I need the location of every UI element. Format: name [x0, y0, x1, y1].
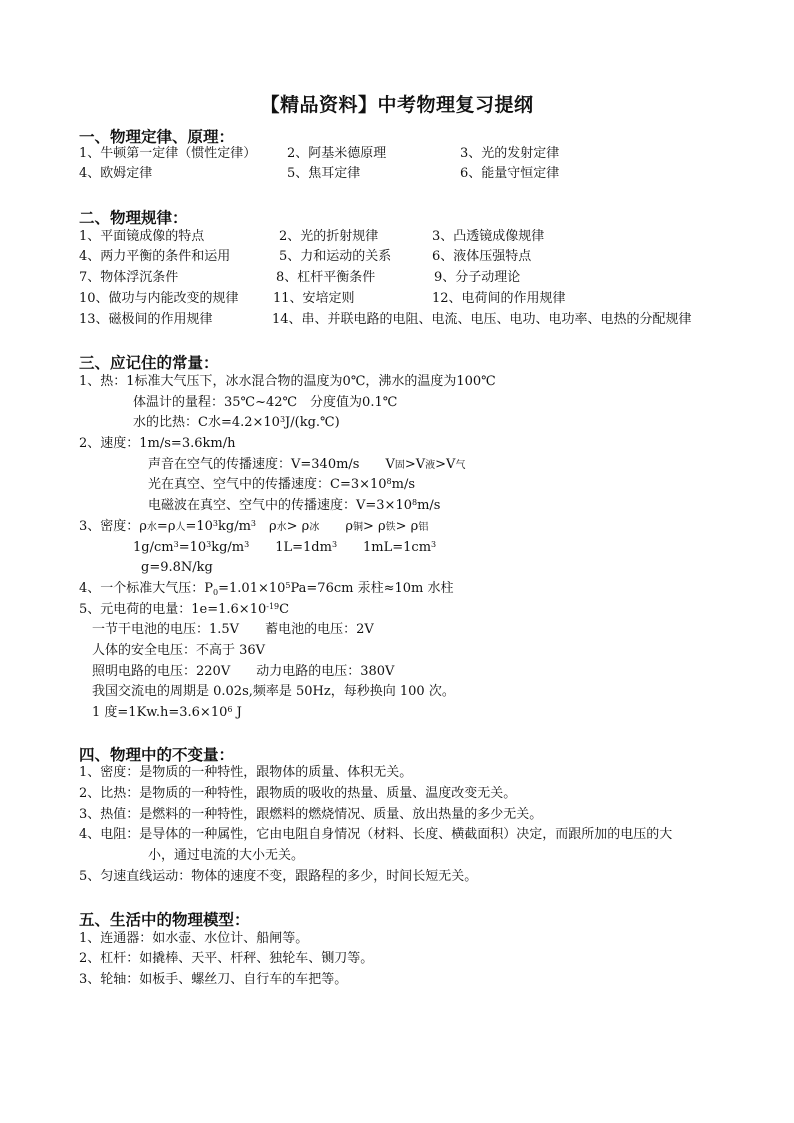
- list-item: 5、焦耳定律: [287, 166, 361, 181]
- list-item: 13、磁极间的作用规律: [79, 312, 213, 327]
- list-item: 10、做功与内能改变的规律: [79, 291, 239, 306]
- constant-line: 照明电路的电压：220V 动力电路的电压：380V: [92, 664, 395, 679]
- list-item: 1、平面镜成像的特点: [79, 229, 205, 244]
- constant-line: 我国交流电的周期是 0.02s,频率是 50Hz，每秒换向 100 次。: [92, 684, 455, 699]
- list-item: 6、能量守恒定律: [460, 166, 560, 181]
- constant-line: 1、热：1标准大气压下，冰水混合物的温度为0℃，沸水的温度为100℃: [79, 374, 496, 389]
- list-item: 8、杠杆平衡条件: [276, 270, 376, 285]
- list-item: 5、匀速直线运动：物体的速度不变，跟路程的多少，时间长短无关。: [79, 869, 478, 884]
- list-item-continuation: 小，通过电流的大小无关。: [148, 848, 305, 863]
- list-item: 3、轮轴：如板手、螺丝刀、自行车的车把等。: [79, 972, 348, 987]
- constant-line: 光在真空、空气中的传播速度：$C=3\times 10^8m/s$: [148, 477, 416, 492]
- list-item: 4、欧姆定律: [79, 166, 153, 181]
- list-item: 2、阿基米德原理: [287, 146, 387, 161]
- list-item: 5、力和运动的关系: [279, 249, 392, 264]
- list-item: 12、电荷间的作用规律: [432, 291, 566, 306]
- constant-line: 人体的安全电压：不高于 36V: [92, 643, 266, 658]
- list-item: 9、分子动理论: [434, 270, 521, 285]
- list-item: 1、密度：是物质的一种特性，跟物体的质量、体积无关。: [79, 765, 413, 780]
- constant-line: 声音在空气的传播速度：V=340m/s V固>V液>V气: [148, 457, 466, 472]
- section-heading-models: 五、生活中的物理模型：: [79, 910, 250, 929]
- list-item: 1、连通器：如水壶、水位计、船闸等。: [79, 931, 309, 946]
- constant-line: 体温计的量程：35℃~42℃ 分度值为0.1℃: [133, 395, 398, 410]
- list-item: 4、两力平衡的条件和运用: [79, 249, 231, 264]
- list-item: 7、物体浮沉条件: [79, 270, 179, 285]
- constant-line: 1 度$=1Kw.h=3.6\times 10^6$ J: [92, 705, 242, 720]
- section-heading-laws: 一、物理定律、原理：: [79, 127, 235, 146]
- list-item: 6、液体压强特点: [432, 249, 532, 264]
- list-item: 4、电阻：是导体的一种属性，它由电阻自身情况（材料、长度、横截面积）决定，而跟所加的电压的大: [79, 827, 673, 842]
- constant-line: 4、一个标准大气压：$P_0=1.01\times 10^5Pa=76cm$ 汞柱≈10m 水柱: [79, 581, 454, 597]
- list-item: 3、热值：是燃料的一种特性，跟燃料的燃烧情况、质量、放出热量的多少无关。: [79, 807, 543, 822]
- section-heading-rules: 二、物理规律：: [79, 208, 188, 227]
- list-item: 14、串、并联电路的电阻、电流、电压、电功、电功率、电热的分配规律: [272, 312, 692, 327]
- constant-line: g=9.8N/kg: [141, 560, 213, 575]
- constant-line: 5、元电荷的电量：$1e=1.6\times 10^{-19}C$: [79, 602, 290, 617]
- list-item: 2、比热：是物质的一种特性，跟物质的吸收的热量、质量、温度改变无关。: [79, 786, 517, 801]
- constant-line: 水的比热：C水$=4.2\times 10^3J/(kg.℃)$: [133, 415, 340, 430]
- list-item: 2、杠杆：如撬棒、天平、杆秤、独轮车、铡刀等。: [79, 951, 374, 966]
- list-item: 3、凸透镜成像规律: [432, 229, 545, 244]
- constant-line: 一节干电池的电压：1.5V 蓄电池的电压：2V: [92, 622, 374, 637]
- list-item: 2、光的折射规律: [279, 229, 379, 244]
- page-title: 【精品资料】中考物理复习提纲: [260, 94, 534, 116]
- list-item: 3、光的发射定律: [460, 146, 560, 161]
- constant-line: 电磁波在真空、空气中的传播速度：$V=3\times 10^8m/s$: [148, 498, 441, 513]
- section-heading-constants: 三、应记住的常量：: [79, 353, 219, 372]
- constant-line: 3、密度：ρ水=ρ人$=10^3kg/m^3$ ρ水> ρ冰 ρ铜> ρ铁> ρ铝: [79, 519, 429, 534]
- constant-line: 2、速度：1m/s=3.6km/h: [79, 436, 236, 451]
- list-item: 11、安培定则: [273, 291, 355, 306]
- section-heading-invariants: 四、物理中的不变量：: [79, 745, 235, 764]
- list-item: 1、牛顿第一定律（惯性定律）: [79, 146, 257, 161]
- constant-line: $1g/cm^3=10^3kg/m^3$ $1L=1dm^3$ $1mL=1cm^3$: [133, 540, 437, 555]
